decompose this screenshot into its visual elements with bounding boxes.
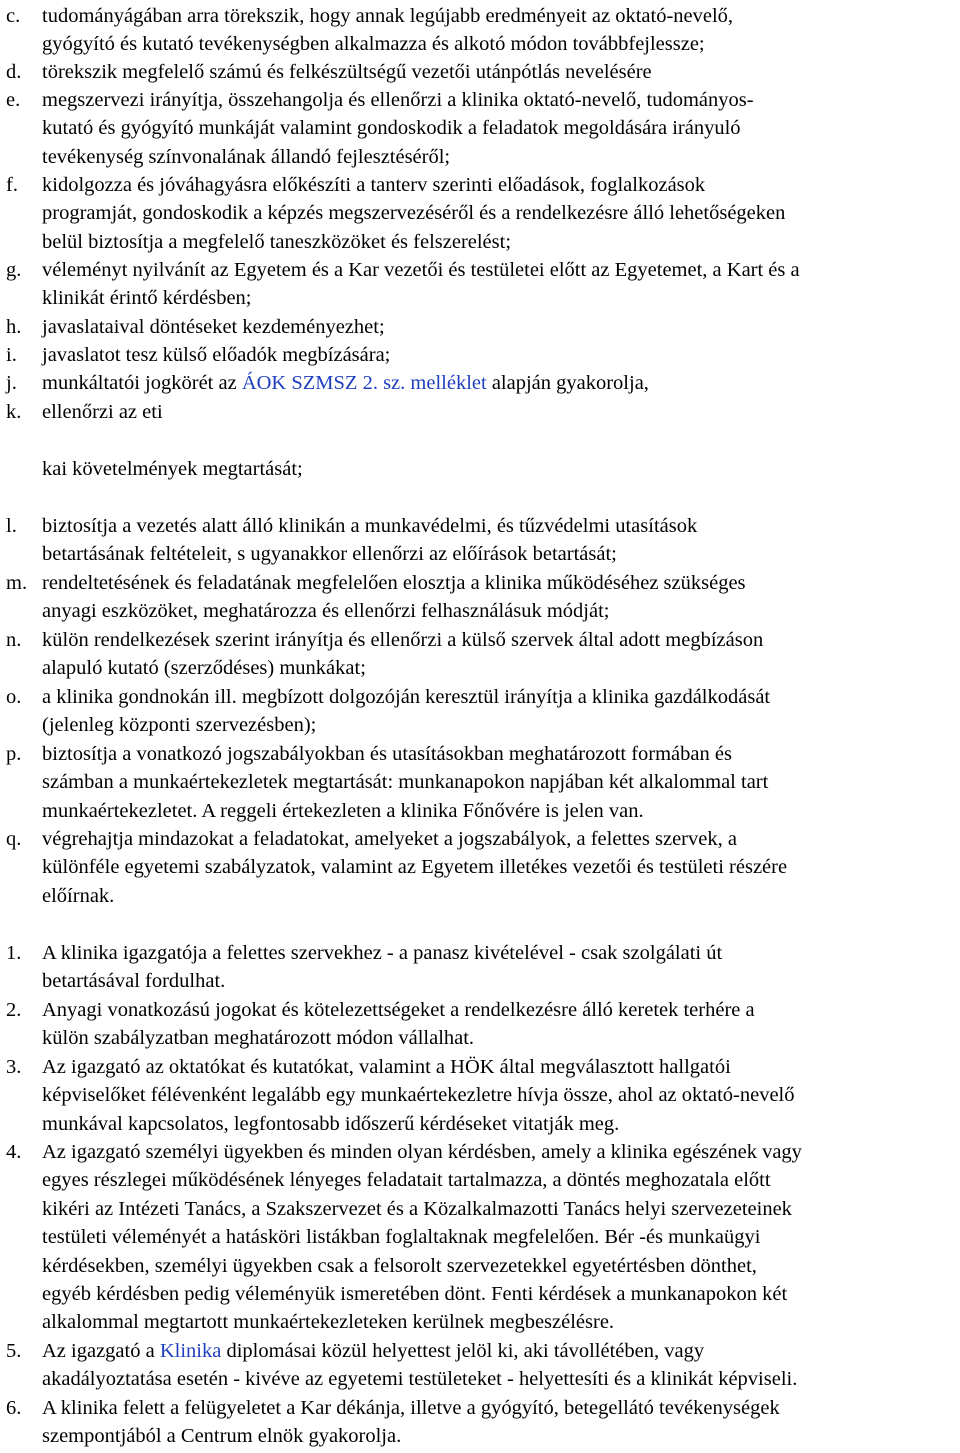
text-line: (jelenleg központi szervezésben);	[42, 714, 317, 737]
list-marker: c.	[6, 5, 21, 27]
text-line: a klinika gondnokán ill. megbízott dolgozóján keresztül irányítja a klinika gazdálkodását	[42, 686, 771, 708]
text-line: munkával kapcsolatos, legfontosabb időszerű kérdéseket vitatják meg.	[42, 1112, 620, 1135]
text-line	[42, 1337, 957, 1365]
text-segment: diplomásai közül helyettest jelöl ki, aki távollétében, vagy	[221, 1340, 705, 1362]
list-marker: e.	[6, 89, 21, 111]
list-item-text	[42, 369, 957, 397]
list-item-text	[42, 1053, 957, 1138]
szmsz-reference-link[interactable]: ÁOK SZMSZ 2. sz.	[241, 372, 406, 394]
text-line: végrehajtja mindazokat a feladatokat, amelyeket a jogszabályok, a felettes szervek, a	[42, 828, 737, 850]
list-item-text	[42, 171, 957, 256]
text-line: képviselőket félévenként legalább egy munkaértekezletre hívja össze, ahol az oktató-nevelő	[42, 1084, 795, 1107]
text-line: számban a munkaértekezletek megtartását: munkanapokon napjában két alkalommal tart	[42, 771, 769, 794]
text-line: Az igazgató az oktatókat és kutatókat, valamint a HÖK által megválasztott hallgatói	[42, 1056, 731, 1078]
text-line: alapuló kutató (szerződéses) munkákat;	[42, 657, 366, 680]
list-item-text	[42, 996, 957, 1053]
list-item-text	[42, 58, 957, 86]
text-line: munkaértekezletet. A reggeli értekezleten a klinika Főnővére is jelen van.	[42, 799, 644, 822]
text-segment: Az igazgató a	[42, 1340, 160, 1362]
list-item-text	[42, 1337, 957, 1394]
text-line: egyéb kérdésben pedig véleményük ismeretében dönt. Fenti kérdések a munkanapokon két	[42, 1282, 788, 1305]
list-marker: q.	[6, 828, 22, 850]
text-line: kérdésekben, személyi ügyekben csak a felsorolt szervezetekkel egyetértésben dönthet,	[42, 1254, 757, 1277]
text-line: akadályoztatása esetén - kivéve az egyetemi testületeket - helyettesíti és a klinikát képviseli.	[42, 1368, 798, 1391]
list-marker: h.	[6, 316, 22, 338]
list-marker: 2.	[6, 999, 22, 1021]
text-line: javaslataival döntéseket kezdeményezhet;	[42, 316, 385, 338]
list-item-text	[42, 683, 957, 740]
list-marker: f.	[6, 174, 18, 196]
text-segment: munkáltatói jogkörét az	[42, 372, 242, 394]
text-line: tevékenység színvonalának állandó fejlesztéséről;	[42, 145, 451, 168]
text-line: törekszik megfelelő számú és felkészültségű vezetői utánpótlás nevelésére	[42, 61, 652, 83]
list-item-text	[42, 825, 957, 910]
list-item-text	[42, 455, 957, 483]
list-marker: g.	[6, 259, 22, 281]
text-line: biztosítja a vezetés alatt álló klinikán a munkavédelmi, és tűzvédelmi utasítások	[42, 515, 698, 537]
text-segment: alapján gyakorolja,	[486, 372, 649, 394]
text-line: különféle egyetemi szabályzatok, valamint az Egyetem illetékes vezetői és testületi részére	[42, 856, 788, 879]
klinika-link[interactable]: Klinika	[159, 1340, 222, 1362]
text-line: alkalommal megtartott munkaértekezleteken kerülnek megbeszélésre.	[42, 1311, 615, 1334]
text-line: ellenőrzi az eti	[42, 401, 163, 423]
text-line: gyógyító és kutató tevékenységben alkalmazza és alkotó módon továbbfejlessze;	[42, 33, 705, 56]
text-line: rendeltetésének és feladatának megfelelően elosztja a klinika működéséhez szükséges	[42, 572, 746, 594]
list-item-text	[42, 256, 957, 313]
text-line: kutató és gyógyító munkáját valamint gondoskodik a feladatok megoldására irányuló	[42, 117, 741, 140]
list-item-text	[42, 569, 957, 626]
text-line: szempontjából a Centrum elnök gyakorolja.	[42, 1425, 402, 1448]
list-marker: 3.	[6, 1056, 22, 1078]
list-item-text	[42, 2, 957, 59]
list-item-text	[42, 512, 957, 569]
list-item-text	[42, 398, 957, 426]
text-line: külön rendelkezések szerint irányítja és ellenőrzi a külső szervek által adott megbízáson	[42, 629, 764, 651]
text-line: előírnak.	[42, 884, 115, 907]
list-marker: n.	[6, 629, 22, 651]
text-line: klinikát érintő kérdésben;	[42, 287, 252, 310]
list-marker: l.	[6, 515, 17, 537]
list-marker: i.	[6, 344, 17, 366]
text-line: A klinika igazgatója a felettes szervekhez - a panasz kivételével - csak szolgálati út	[42, 942, 723, 964]
text-line: véleményt nyilvánít az Egyetem és a Kar vezetői és testületei előtt az Egyetemet, a Kart és a	[42, 259, 800, 281]
list-marker: j.	[6, 372, 17, 394]
text-line: betartásával fordulhat.	[42, 970, 226, 993]
text-line: belül biztosítja a megfelelő taneszközöket és felszerelést;	[42, 230, 512, 253]
list-marker: 5.	[6, 1340, 22, 1362]
text-line: testületi véleményét a hatásköri listákban foglaltaknak megfelelően. Bér -és munkaügyi	[42, 1226, 761, 1249]
text-line: külön szabályzatban meghatározott módon vállalhat.	[42, 1027, 475, 1050]
text-line	[42, 369, 957, 397]
list-item-text	[42, 1138, 957, 1337]
text-line: betartásának feltételeit, s ugyanakkor ellenőrzi az előírások betartását;	[42, 543, 617, 566]
text-line: programját, gondoskodik a képzés megszervezéséről és a rendelkezésre álló lehetőségeken	[42, 202, 786, 225]
text-line: megszervezi irányítja, összehangolja és ellenőrzi a klinika oktató-nevelő, tudományos-	[42, 89, 754, 111]
text-line: biztosítja a vonatkozó jogszabályokban és utasításokban meghatározott formában és	[42, 743, 732, 765]
text-line: Az igazgató személyi ügyekben és minden olyan kérdésben, amely a klinika egészének vagy	[42, 1141, 802, 1163]
text-line: anyagi eszközöket, meghatározza és ellenőrzi felhasználásuk módját;	[42, 600, 610, 623]
list-item-text	[42, 341, 957, 369]
list-marker: d.	[6, 61, 22, 83]
text-line: kikéri az Intézeti Tanács, a Szakszervezet és a Közalkalmazotti Tanács helyi szervezeteinek	[42, 1197, 792, 1220]
text-line: A klinika felett a felügyeletet a Kar dékánja, illetve a gyógyító, betegellátó tevékenységek	[42, 1397, 780, 1419]
text-line: tudományágában arra törekszik, hogy annak legújabb eredményeit az oktató-nevelő,	[42, 5, 734, 27]
list-marker: k.	[6, 401, 22, 423]
list-item-text	[42, 86, 957, 171]
text-line: kidolgozza és jóváhagyásra előkészíti a tanterv szerinti előadások, foglalkozások	[42, 174, 706, 196]
list-marker: 6.	[6, 1397, 22, 1419]
list-item-text	[42, 939, 957, 996]
list-item-text	[42, 1394, 957, 1451]
text-line: Anyagi vonatkozású jogokat és kötelezettségeket a rendelkezésre álló keretek terhére a	[42, 999, 755, 1021]
list-marker: 1.	[6, 942, 22, 964]
list-item-text	[42, 313, 957, 341]
list-marker: p.	[6, 743, 22, 765]
list-item-text	[42, 626, 957, 683]
text-line: javaslatot tesz külső előadók megbízására;	[42, 344, 391, 366]
list-marker: m.	[6, 572, 28, 594]
list-item-text	[42, 740, 957, 825]
list-marker: 4.	[6, 1141, 22, 1163]
text-line: kai követelmények megtartását;	[42, 458, 303, 480]
text-line: egyes részlegei működésének lényeges feladatait tartalmazza, a döntés meghozatala előtt	[42, 1169, 771, 1192]
annex-link[interactable]: melléklet	[410, 372, 487, 394]
list-marker: o.	[6, 686, 22, 708]
